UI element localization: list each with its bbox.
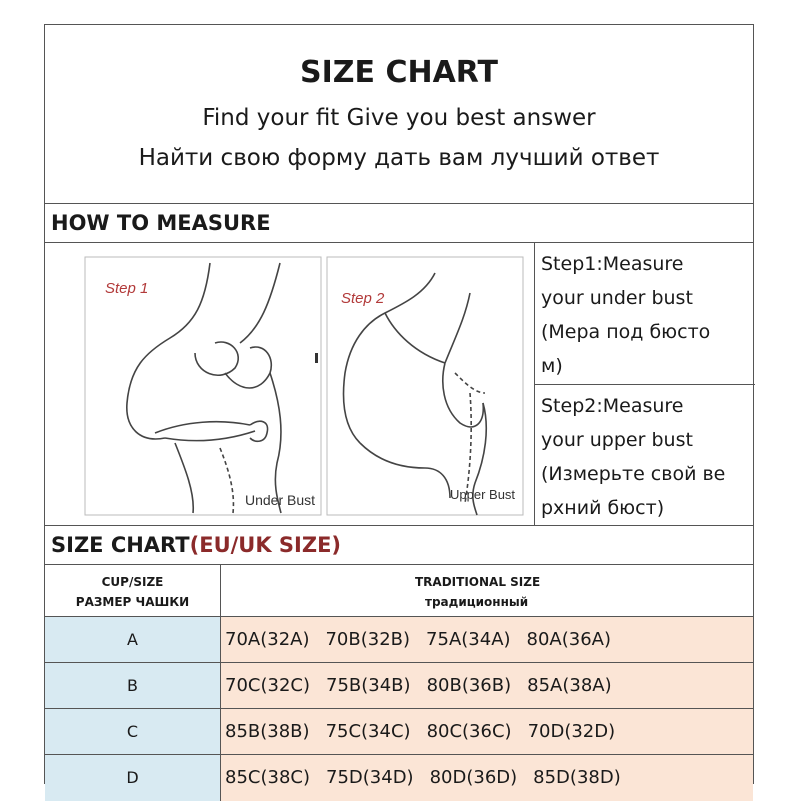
sizes-cell (221, 709, 753, 754)
step2-line: your upper bust (541, 429, 693, 451)
size-value: 80C(36C) (426, 721, 512, 742)
page-title: SIZE CHART (299, 55, 499, 90)
size-chart-frame (44, 24, 754, 788)
size-chart-heading-sub: (EU/UK SIZE) (189, 533, 342, 557)
table-row (45, 617, 753, 663)
upper-bust-label: Upper Bust (450, 487, 516, 502)
sizes-cell (221, 755, 753, 801)
cup-cell: D (45, 755, 221, 801)
size-value: 70D(32D) (527, 721, 616, 742)
subtitle-russian: Найти свою форму дать вам лучший ответ (138, 145, 660, 171)
step1-figure (127, 263, 281, 513)
step1-line: Step1:Measure (541, 253, 684, 275)
header-cup-size (45, 565, 221, 616)
divider-mark (315, 353, 318, 363)
cup-cell: B (45, 663, 221, 708)
step2-figure (344, 273, 487, 515)
cup-cell: A (45, 617, 221, 662)
step1-image-label: Step 1 (105, 280, 149, 297)
table-row (45, 709, 753, 755)
size-value: 75C(34C) (325, 721, 411, 742)
how-to-measure-heading: HOW TO MEASURE (45, 203, 753, 243)
header-traditional-en: TRADITIONAL SIZE (415, 575, 541, 589)
step1-line: м) (541, 355, 563, 377)
step2-line: (Измерьте свой ве (541, 463, 726, 485)
size-value: 75B(34B) (326, 675, 411, 696)
header-cup-size-ru: РАЗМЕР ЧАШКИ (75, 595, 190, 609)
measure-steps (535, 243, 755, 525)
size-chart-heading (45, 525, 753, 565)
cup-cell: C (45, 709, 221, 754)
size-value: 70A(32A) (225, 629, 310, 650)
size-value: 80A(36A) (526, 629, 612, 650)
size-table (45, 565, 753, 788)
step2-line: рхний бюст) (541, 497, 665, 519)
size-value: 80B(36B) (426, 675, 512, 696)
step2-line: Step2:Measure (541, 395, 684, 417)
sizes-cell (221, 617, 753, 662)
header-traditional-size (221, 565, 753, 616)
measure-section (45, 243, 753, 526)
measure-illustration (45, 243, 535, 525)
size-value: 80D(36D) (429, 767, 518, 788)
size-value: 75A(34A) (426, 629, 511, 650)
header-traditional-ru: традиционный (425, 595, 529, 609)
size-value: 85A(38A) (527, 675, 612, 696)
step1-instructions (535, 243, 755, 385)
table-row (45, 755, 753, 801)
sizes-cell (221, 663, 753, 708)
size-chart-heading-main: SIZE CHART (51, 533, 190, 557)
size-value: 70B(32B) (325, 629, 411, 650)
size-value: 70C(32C) (225, 675, 310, 696)
size-value: 85B(38B) (225, 721, 310, 742)
size-value: 85D(38D) (533, 767, 621, 788)
step2-instructions (535, 385, 755, 525)
table-row (45, 663, 753, 709)
step1-line: your under bust (541, 287, 693, 309)
size-value: 85C(38C) (225, 767, 310, 788)
header (45, 25, 753, 204)
under-bust-label: Under Bust (245, 492, 316, 508)
table-header-row (45, 565, 753, 617)
measure-illustration-svg (45, 243, 533, 525)
size-value: 75D(34D) (326, 767, 414, 788)
subtitle-english: Find your fit Give you best answer (202, 105, 596, 131)
step2-image-label: Step 2 (341, 290, 385, 307)
header-cup-size-en: CUP/SIZE (101, 575, 164, 589)
step1-line: (Мера под бюсто (541, 321, 711, 343)
